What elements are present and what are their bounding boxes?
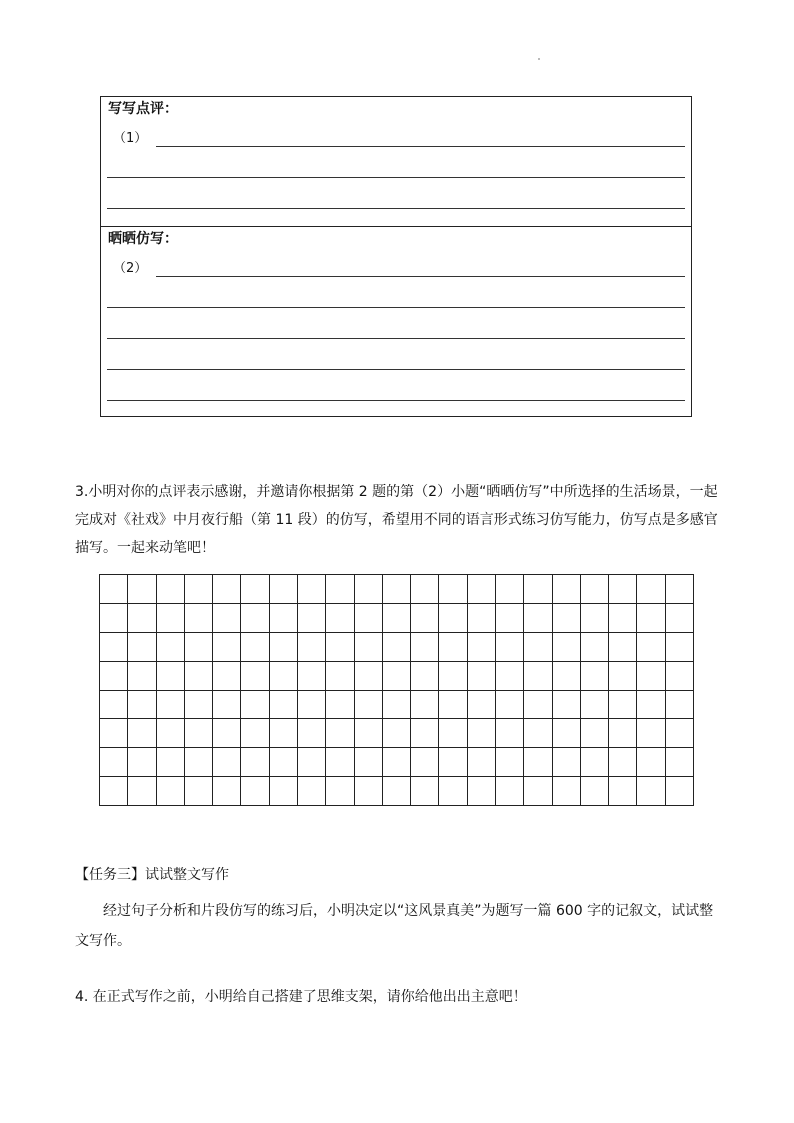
grid-cell[interactable] — [383, 719, 411, 748]
grid-cell[interactable] — [100, 777, 128, 806]
grid-cell[interactable] — [241, 777, 269, 806]
answer-line[interactable] — [107, 338, 685, 339]
grid-cell[interactable] — [581, 662, 609, 691]
grid-cell[interactable] — [383, 662, 411, 691]
grid-cell[interactable] — [100, 719, 128, 748]
grid-cell[interactable] — [355, 719, 383, 748]
review-box — [100, 96, 692, 417]
grid-cell[interactable] — [553, 748, 581, 777]
grid-cell[interactable] — [468, 719, 496, 748]
grid-cell[interactable] — [637, 719, 665, 748]
grid-cell[interactable] — [637, 691, 665, 720]
grid-cell[interactable] — [609, 748, 637, 777]
grid-cell[interactable] — [355, 748, 383, 777]
grid-cell[interactable] — [298, 748, 326, 777]
grid-cell[interactable] — [411, 777, 439, 806]
grid-cell[interactable] — [666, 604, 694, 633]
grid-cell[interactable] — [128, 604, 156, 633]
grid-cell[interactable] — [524, 748, 552, 777]
grid-cell[interactable] — [326, 604, 354, 633]
grid-cell[interactable] — [666, 719, 694, 748]
grid-cell[interactable] — [241, 662, 269, 691]
grid-cell[interactable] — [241, 748, 269, 777]
question-3-text: 3.小明对你的点评表示感谢，并邀请你根据第 2 题的第（2）小题“晒晒仿写”中所选择的生活场景，一起完成对《社戏》中月夜行船（第 11 段）的仿写，希望用不同的语言形式练习仿写能力，仿写点是多感官描写。一起来动笔吧！ — [75, 484, 718, 556]
grid-cell[interactable] — [553, 691, 581, 720]
grid-cell[interactable] — [383, 575, 411, 604]
grid-cell[interactable] — [439, 691, 467, 720]
grid-cell[interactable] — [666, 575, 694, 604]
grid-cell[interactable] — [524, 633, 552, 662]
grid-cell[interactable] — [553, 604, 581, 633]
grid-cell[interactable] — [468, 748, 496, 777]
grid-cell[interactable] — [185, 777, 213, 806]
grid-cell[interactable] — [609, 719, 637, 748]
question-4-text: 4. 在正式写作之前，小明给自己搭建了思维支架，请你给他出出主意吧！ — [75, 989, 527, 1005]
grid-cell[interactable] — [326, 777, 354, 806]
grid-cell[interactable] — [241, 633, 269, 662]
grid-cell[interactable] — [100, 662, 128, 691]
task-3-body: 经过句子分析和片段仿写的练习后，小明决定以“这风景真美”为题写一篇 600 字的记叙文，试试整文写作。 — [75, 903, 714, 949]
grid-cell[interactable] — [185, 662, 213, 691]
grid-cell[interactable] — [496, 748, 524, 777]
grid-cell[interactable] — [270, 662, 298, 691]
grid-cell[interactable] — [581, 777, 609, 806]
grid-cell[interactable] — [637, 633, 665, 662]
grid-cell[interactable] — [496, 777, 524, 806]
grid-cell[interactable] — [355, 604, 383, 633]
grid-cell[interactable] — [439, 604, 467, 633]
grid-cell[interactable] — [383, 691, 411, 720]
grid-cell[interactable] — [128, 777, 156, 806]
grid-cell[interactable] — [185, 748, 213, 777]
grid-cell[interactable] — [355, 575, 383, 604]
grid-cell[interactable] — [355, 777, 383, 806]
grid-cell[interactable] — [157, 604, 185, 633]
grid-cell[interactable] — [100, 604, 128, 633]
grid-cell[interactable] — [128, 691, 156, 720]
grid-cell[interactable] — [637, 662, 665, 691]
grid-cell[interactable] — [439, 575, 467, 604]
answer-line[interactable] — [107, 208, 685, 209]
grid-cell[interactable] — [270, 604, 298, 633]
grid-cell[interactable] — [581, 604, 609, 633]
grid-cell[interactable] — [468, 662, 496, 691]
grid-cell[interactable] — [411, 748, 439, 777]
grid-cell[interactable] — [666, 633, 694, 662]
answer-line[interactable] — [156, 276, 685, 277]
grid-cell[interactable] — [270, 748, 298, 777]
grid-cell[interactable] — [213, 662, 241, 691]
answer-line[interactable] — [107, 400, 685, 401]
grid-cell[interactable] — [213, 691, 241, 720]
grid-cell[interactable] — [270, 777, 298, 806]
grid-cell[interactable] — [270, 575, 298, 604]
grid-cell[interactable] — [326, 575, 354, 604]
grid-cell[interactable] — [666, 777, 694, 806]
grid-cell[interactable] — [270, 633, 298, 662]
grid-cell[interactable] — [298, 633, 326, 662]
answer-line[interactable] — [107, 177, 685, 178]
grid-cell[interactable] — [128, 575, 156, 604]
grid-cell[interactable] — [157, 575, 185, 604]
grid-cell[interactable] — [411, 662, 439, 691]
grid-cell[interactable] — [581, 691, 609, 720]
grid-cell[interactable] — [326, 719, 354, 748]
grid-cell[interactable] — [468, 691, 496, 720]
grid-cell[interactable] — [383, 633, 411, 662]
grid-cell[interactable] — [553, 719, 581, 748]
grid-cell[interactable] — [468, 777, 496, 806]
grid-cell[interactable] — [298, 691, 326, 720]
grid-cell[interactable] — [298, 604, 326, 633]
grid-cell[interactable] — [157, 633, 185, 662]
grid-cell[interactable] — [100, 633, 128, 662]
answer-line[interactable] — [156, 146, 685, 147]
grid-cell[interactable] — [241, 575, 269, 604]
grid-cell[interactable] — [298, 575, 326, 604]
grid-cell[interactable] — [157, 777, 185, 806]
grid-cell[interactable] — [383, 748, 411, 777]
grid-cell[interactable] — [439, 719, 467, 748]
grid-cell[interactable] — [298, 662, 326, 691]
grid-cell[interactable] — [100, 575, 128, 604]
grid-cell[interactable] — [609, 633, 637, 662]
grid-cell[interactable] — [496, 691, 524, 720]
comment-item-number: （1） — [113, 131, 148, 146]
grid-cell[interactable] — [185, 719, 213, 748]
grid-cell[interactable] — [411, 633, 439, 662]
grid-cell[interactable] — [128, 719, 156, 748]
grid-cell[interactable] — [524, 662, 552, 691]
grid-cell[interactable] — [326, 662, 354, 691]
grid-cell[interactable] — [496, 604, 524, 633]
grid-cell[interactable] — [326, 748, 354, 777]
grid-cell[interactable] — [524, 719, 552, 748]
grid-cell[interactable] — [411, 604, 439, 633]
imitation-heading: 晒晒仿写： — [108, 231, 178, 247]
grid-cell[interactable] — [411, 719, 439, 748]
grid-cell[interactable] — [270, 719, 298, 748]
grid-cell[interactable] — [553, 777, 581, 806]
grid-cell[interactable] — [298, 719, 326, 748]
grid-cell[interactable] — [157, 662, 185, 691]
grid-cell[interactable] — [581, 575, 609, 604]
grid-cell[interactable] — [185, 691, 213, 720]
grid-cell[interactable] — [609, 575, 637, 604]
answer-line[interactable] — [107, 307, 685, 308]
grid-cell[interactable] — [326, 691, 354, 720]
grid-cell[interactable] — [496, 575, 524, 604]
task-3-title: 【任务三】试试整文写作 — [75, 867, 229, 883]
grid-cell[interactable] — [241, 691, 269, 720]
grid-cell[interactable] — [637, 604, 665, 633]
imitation-item-number: （2） — [113, 261, 148, 276]
grid-cell[interactable] — [157, 691, 185, 720]
grid-cell[interactable] — [383, 777, 411, 806]
grid-cell[interactable] — [439, 662, 467, 691]
grid-cell[interactable] — [581, 633, 609, 662]
grid-cell[interactable] — [496, 719, 524, 748]
grid-cell[interactable] — [383, 604, 411, 633]
grid-cell[interactable] — [553, 575, 581, 604]
grid-cell[interactable] — [128, 662, 156, 691]
grid-cell[interactable] — [524, 777, 552, 806]
grid-cell[interactable] — [185, 575, 213, 604]
grid-cell[interactable] — [100, 691, 128, 720]
grid-cell[interactable] — [213, 748, 241, 777]
grid-cell[interactable] — [355, 662, 383, 691]
grid-cell[interactable] — [100, 748, 128, 777]
writing-grid[interactable] — [99, 574, 694, 806]
grid-cell[interactable] — [524, 575, 552, 604]
grid-cell[interactable] — [609, 691, 637, 720]
grid-cell[interactable] — [213, 777, 241, 806]
grid-cell[interactable] — [524, 691, 552, 720]
grid-cell[interactable] — [270, 691, 298, 720]
grid-cell[interactable] — [411, 575, 439, 604]
grid-cell[interactable] — [439, 748, 467, 777]
grid-cell[interactable] — [185, 633, 213, 662]
grid-cell[interactable] — [496, 662, 524, 691]
grid-cell[interactable] — [609, 777, 637, 806]
grid-cell[interactable] — [637, 777, 665, 806]
grid-cell[interactable] — [355, 633, 383, 662]
grid-cell[interactable] — [298, 777, 326, 806]
grid-cell[interactable] — [128, 748, 156, 777]
grid-cell[interactable] — [553, 662, 581, 691]
grid-cell[interactable] — [213, 633, 241, 662]
grid-cell[interactable] — [213, 604, 241, 633]
grid-cell[interactable] — [581, 719, 609, 748]
grid-cell[interactable] — [326, 633, 354, 662]
grid-cell[interactable] — [666, 662, 694, 691]
grid-cell[interactable] — [581, 748, 609, 777]
grid-cell[interactable] — [666, 748, 694, 777]
grid-cell[interactable] — [241, 604, 269, 633]
grid-cell[interactable] — [637, 748, 665, 777]
grid-cell[interactable] — [411, 691, 439, 720]
grid-cell[interactable] — [241, 719, 269, 748]
grid-cell[interactable] — [609, 662, 637, 691]
grid-cell[interactable] — [439, 777, 467, 806]
grid-cell[interactable] — [524, 604, 552, 633]
box-divider — [101, 226, 691, 227]
grid-cell[interactable] — [439, 633, 467, 662]
answer-line[interactable] — [107, 369, 685, 370]
grid-cell[interactable] — [666, 691, 694, 720]
grid-cell[interactable] — [213, 719, 241, 748]
grid-cell[interactable] — [609, 604, 637, 633]
grid-cell[interactable] — [553, 633, 581, 662]
grid-cell[interactable] — [468, 604, 496, 633]
grid-cell[interactable] — [157, 748, 185, 777]
grid-cell[interactable] — [128, 633, 156, 662]
grid-cell[interactable] — [468, 575, 496, 604]
comment-heading: 写写点评： — [108, 101, 178, 117]
grid-cell[interactable] — [355, 691, 383, 720]
grid-cell[interactable] — [157, 719, 185, 748]
grid-cell[interactable] — [185, 604, 213, 633]
grid-cell[interactable] — [468, 633, 496, 662]
grid-cell[interactable] — [213, 575, 241, 604]
grid-cell[interactable] — [637, 575, 665, 604]
grid-cell[interactable] — [496, 633, 524, 662]
page-speck — [538, 58, 540, 60]
